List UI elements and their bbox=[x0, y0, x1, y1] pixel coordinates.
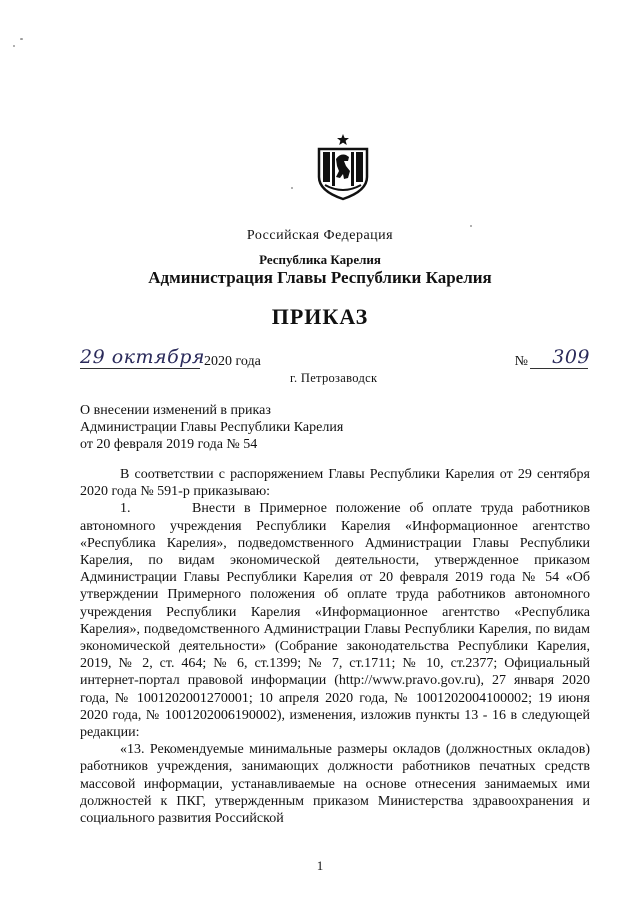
item-1-paragraph: 1. Внести в Примерное положение об оплате труда работников автономного учреждения Республики Карелия «Информационное агентство «Республика Карелия», подведомственного Администрации Главы Республики Карелия, по видам экономической деятельности, утвержденное приказом Администрации Главы Республики Карелия от 20 февраля 2019 года № 54 «Об утверждении Примерного положения об оплате труда работников автономного учреждения Республики Карелия «Информационное агентство «Республика Карелия», подведомственного Администрации Главы Республики Карелия, по видам экономической деятельности» (Собрание законодательства Республики Карелия, 2019, № 2, ст. 464; № 6, ст.1399; № 7, ст.1711; № 10, ст.2377; Официальный интернет-портал правовой информации (http://www.pravo.gov.ru), 27 января 2020 года, № 1001202001270001; 10 апреля 2020 года, № 1001202004100002; 19 июня 2020 года, № 1001202006190002), изменения, изложив пункты 13 - 16 в следующей редакции: bbox=[80, 501, 590, 741]
republic-heading: Республика Карелия bbox=[259, 252, 381, 267]
subject-line: от 20 февраля 2019 года № 54 bbox=[80, 437, 258, 452]
item-13-paragraph: «13. Рекомендуемые минимальные размеры окладов (должностных окладов) работников учреждения, занимающих должности работников печатных средств массовой информации, устанавливаемые на основе отнесения занимаемых ими должностей к ПКГ, утвержденным приказом Министерства здравоохранения и социального развития Российской bbox=[80, 742, 590, 827]
page-number: 1 bbox=[316, 858, 324, 873]
date-underline bbox=[80, 368, 200, 369]
order-subject bbox=[80, 402, 420, 453]
preamble-paragraph: В соответствии с распоряжением Главы Республики Карелия от 29 сентября 2020 года № 591-р приказываю: bbox=[80, 467, 590, 500]
scan-speck bbox=[470, 225, 472, 227]
administration-heading: Администрация Главы Республики Карелия bbox=[148, 268, 492, 287]
subject-line: Администрации Главы Республики Карелия bbox=[80, 420, 344, 435]
order-year: 2020 года bbox=[204, 354, 261, 369]
order-body bbox=[80, 466, 590, 827]
number-label: № bbox=[514, 354, 528, 369]
scan-speck bbox=[20, 38, 23, 40]
city-label: г. Петрозаводск bbox=[290, 371, 378, 385]
karelia-coat-of-arms-icon bbox=[313, 133, 373, 201]
scan-speck bbox=[291, 187, 293, 189]
handwritten-number: 309 bbox=[552, 346, 590, 368]
scan-speck bbox=[13, 45, 15, 47]
number-underline bbox=[530, 368, 588, 369]
country-heading: Российская Федерация bbox=[246, 228, 394, 243]
document-title: ПРИКАЗ bbox=[271, 304, 369, 329]
subject-line: О внесении изменений в приказ bbox=[80, 403, 271, 418]
handwritten-date: 29 октября bbox=[80, 346, 205, 368]
